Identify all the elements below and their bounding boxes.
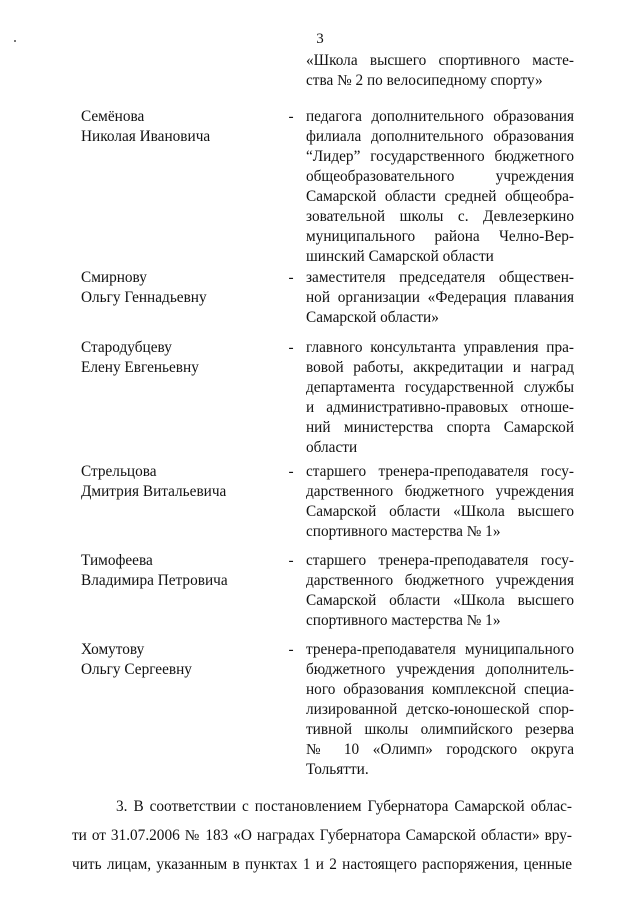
name-line: Елену Евгеньевну <box>81 359 199 376</box>
person-name <box>81 107 281 147</box>
text-line: “Лидер” государственного бюджетного <box>306 148 574 165</box>
position-description <box>306 551 574 631</box>
text-line: Самарской области «Школа высшего <box>306 592 574 609</box>
dash: - <box>288 339 294 356</box>
text-line: ний министерства спорта Самарской <box>306 419 574 436</box>
text-line: лизированной детско-юношеской спор- <box>306 701 574 718</box>
text-line: ства № 2 по велосипедному спорту» <box>306 72 543 89</box>
person-name <box>81 462 281 502</box>
text-line: № 10 «Олимп» городского округа <box>306 741 574 758</box>
text-line: муниципального района Челно-Вер- <box>306 228 574 245</box>
text-line: Самарской области» <box>306 309 439 326</box>
name-line: Стародубцеву <box>81 339 172 356</box>
paragraph-line: 3. В соответствии с постановлением Губернатора Самарской облас- <box>116 798 572 815</box>
dash: - <box>288 552 294 569</box>
position-description <box>306 107 574 267</box>
text-line: тренера-преподавателя муниципального <box>306 641 574 658</box>
text-line: тивной школы олимпийского резерва <box>306 721 574 738</box>
dash: - <box>288 463 294 480</box>
person-name <box>81 268 281 308</box>
text-line: филиала дополнительного образования <box>306 128 574 145</box>
name-line: Ольгу Геннадьевну <box>81 289 207 306</box>
text-line: спортивного мастерства № 1» <box>306 523 501 540</box>
position-description <box>306 640 574 780</box>
page-number: 3 <box>316 31 324 47</box>
text-line: департамента государственной службы <box>306 379 574 396</box>
person-name <box>81 551 281 591</box>
text-line: дарственного бюджетного учреждения <box>306 572 574 589</box>
person-name <box>81 640 281 680</box>
text-line: ной организации «Федерация плавания <box>306 289 574 306</box>
name-line: Стрельцова <box>81 463 157 480</box>
text-line: дарственного бюджетного учреждения <box>306 483 574 500</box>
text-line: области <box>306 439 358 456</box>
continued-text <box>306 51 574 91</box>
position-description <box>306 338 574 458</box>
text-line: бюджетного учреждения дополнитель- <box>306 661 574 678</box>
name-line: Тимофеева <box>81 552 153 569</box>
text-line: общеобразовательного учреждения <box>306 168 574 185</box>
text-line: старшего тренера-преподавателя госу- <box>306 463 574 480</box>
paragraph-line: чить лицам, указанным в пунктах 1 и 2 настоящего распоряжения, ценные <box>72 856 572 873</box>
text-line: педагога дополнительного образования <box>306 108 574 125</box>
dash: - <box>288 269 294 286</box>
body-paragraph <box>72 792 572 879</box>
person-name <box>81 338 281 378</box>
name-line: Хомутову <box>81 641 145 658</box>
text-line: старшего тренера-преподавателя госу- <box>306 552 574 569</box>
position-description <box>306 462 574 542</box>
name-line: Владимира Петровича <box>81 572 228 589</box>
text-line: заместителя председателя обществен- <box>306 269 574 286</box>
name-line: Ольгу Сергеевну <box>81 661 192 678</box>
dash: - <box>288 108 294 125</box>
name-line: Смирнову <box>81 269 147 286</box>
name-line: Дмитрия Витальевича <box>81 483 227 500</box>
name-line: Николая Ивановича <box>81 128 211 145</box>
text-line: шинский Самарской области <box>306 248 494 265</box>
text-line: главного консультанта управления пра- <box>306 339 574 356</box>
text-line: Самарской области «Школа высшего <box>306 503 574 520</box>
text-line: и административно-правовых отноше- <box>306 399 574 416</box>
text-line: зовательной школы с. Девлезеркино <box>306 208 574 225</box>
text-line: Самарской области средней общеобра- <box>306 188 574 205</box>
text-line: ного образования комплексной специа- <box>306 681 574 698</box>
position-description <box>306 268 574 328</box>
text-line: Тольятти. <box>306 761 369 778</box>
text-line: вовой работы, аккредитации и наград <box>306 359 574 376</box>
text-line: спортивного мастерства № 1» <box>306 612 501 629</box>
dash: - <box>288 641 294 658</box>
text-line: «Школа высшего спортивного масте- <box>306 52 574 69</box>
paragraph-line: ти от 31.07.2006 № 183 «О наградах Губернатора Самарской области» вру- <box>72 827 572 844</box>
name-line: Семёнова <box>81 108 145 125</box>
